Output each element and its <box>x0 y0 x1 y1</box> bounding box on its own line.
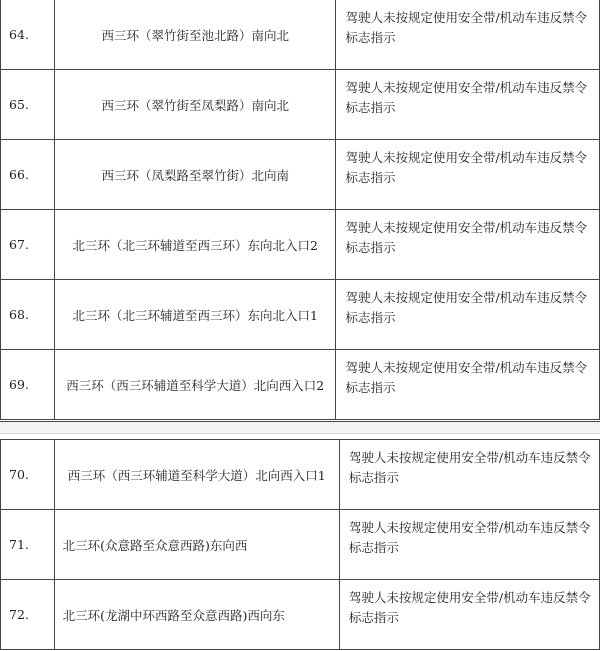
violation-cell: 驾驶人未按规定使用安全带/机动车违反禁令标志指示 <box>339 580 599 650</box>
location-cell: 北三环（北三环辅道至西三环）东向北入口1 <box>54 280 336 350</box>
table-row <box>1 350 600 420</box>
row-number: 69. <box>1 350 55 420</box>
violation-cell: 驾驶人未按规定使用安全带/机动车违反禁令标志指示 <box>336 70 600 140</box>
location-cell: 西三环（翠竹街至凤梨路）南向北 <box>54 70 336 140</box>
row-number: 72. <box>1 580 55 650</box>
violation-cell: 驾驶人未按规定使用安全带/机动车违反禁令标志指示 <box>336 210 600 280</box>
location-cell: 西三环（西三环辅道至科学大道）北向西入口2 <box>54 350 336 420</box>
violation-cell: 驾驶人未按规定使用安全带/机动车违反禁令标志指示 <box>336 140 600 210</box>
location-cell: 北三环（北三环辅道至西三环）东向北入口2 <box>54 210 336 280</box>
violation-cell: 驾驶人未按规定使用安全带/机动车违反禁令标志指示 <box>336 280 600 350</box>
row-number: 64. <box>1 0 55 70</box>
table-row <box>1 580 600 650</box>
row-number: 68. <box>1 280 55 350</box>
violation-cell: 驾驶人未按规定使用安全带/机动车违反禁令标志指示 <box>339 510 599 580</box>
row-number: 67. <box>1 210 55 280</box>
location-cell: 北三环(众意路至众意西路)东向西 <box>54 510 339 580</box>
location-cell: 西三环（翠竹街至池北路）南向北 <box>54 0 336 70</box>
violation-table-part2 <box>0 439 600 650</box>
violation-cell: 驾驶人未按规定使用安全带/机动车违反禁令标志指示 <box>336 0 600 70</box>
violation-cell: 驾驶人未按规定使用安全带/机动车违反禁令标志指示 <box>336 350 600 420</box>
table-row <box>1 510 600 580</box>
table-body <box>1 440 600 650</box>
row-number: 71. <box>1 510 55 580</box>
page-break-line <box>0 433 600 434</box>
location-cell: 西三环（凤梨路至翠竹街）北向南 <box>54 140 336 210</box>
violation-cell: 驾驶人未按规定使用安全带/机动车违反禁令标志指示 <box>339 440 599 510</box>
row-number: 65. <box>1 70 55 140</box>
location-cell: 西三环（西三环辅道至科学大道）北向西入口1 <box>54 440 339 510</box>
table-row <box>1 210 600 280</box>
table-row <box>1 70 600 140</box>
table-row <box>1 440 600 510</box>
row-number: 70. <box>1 440 55 510</box>
table-row <box>1 280 600 350</box>
location-cell: 北三环(龙湖中环西路至众意西路)西向东 <box>54 580 339 650</box>
table-row <box>1 140 600 210</box>
table-body <box>1 0 600 420</box>
page-break-line <box>0 421 600 422</box>
row-number: 66. <box>1 140 55 210</box>
table-row <box>1 0 600 70</box>
